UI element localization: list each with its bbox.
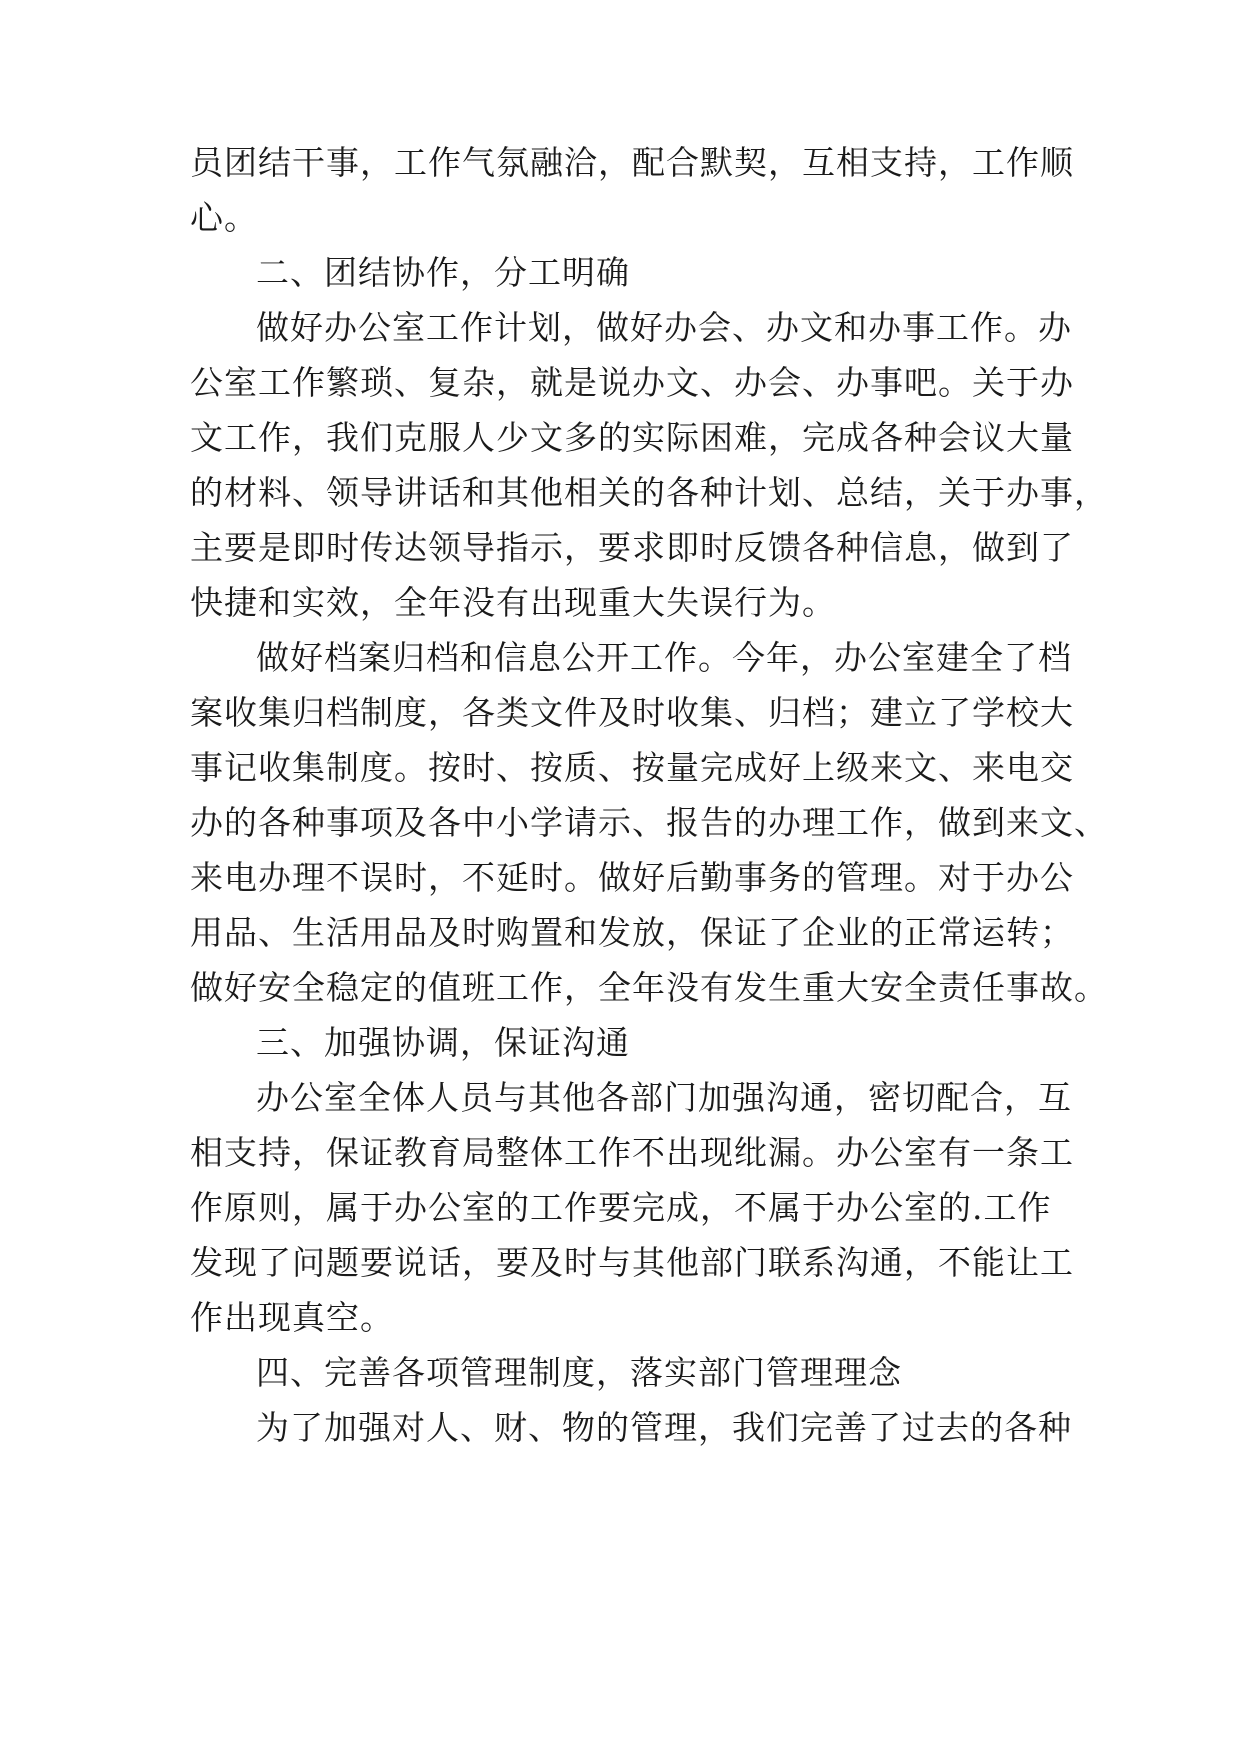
text-line: 心。 bbox=[190, 198, 258, 237]
text-line: 做好档案归档和信息公开工作。今年，办公室建全了档 bbox=[256, 638, 1072, 677]
text-line: 做好安全稳定的值班工作，全年没有发生重大安全责任事故。 bbox=[190, 968, 1108, 1007]
text-line: 发现了问题要说话，要及时与其他部门联系沟通，不能让工 bbox=[190, 1243, 1074, 1282]
text-line: 事记收集制度。按时、按质、按量完成好上级来文、来电交 bbox=[190, 748, 1074, 787]
text-line: 作出现真空。 bbox=[190, 1298, 394, 1337]
text-line: 相支持，保证教育局整体工作不出现纰漏。办公室有一条工 bbox=[190, 1133, 1074, 1172]
section-heading: 二、团结协作，分工明确 bbox=[256, 253, 630, 292]
text-line: 员团结干事，工作气氛融洽，配合默契，互相支持，工作顺 bbox=[190, 143, 1074, 182]
section-heading: 四、完善各项管理制度，落实部门管理理念 bbox=[256, 1353, 902, 1392]
text-line: 为了加强对人、财、物的管理，我们完善了过去的各种 bbox=[256, 1408, 1072, 1447]
text-line: 案收集归档制度，各类文件及时收集、归档；建立了学校大 bbox=[190, 693, 1074, 732]
text-line: 的材料、领导讲话和其他相关的各种计划、总结，关于办事， bbox=[190, 473, 1108, 512]
text-line: 用品、生活用品及时购置和发放，保证了企业的正常运转； bbox=[190, 913, 1074, 952]
text-line: 文工作，我们克服人少文多的实际困难，完成各种会议大量 bbox=[190, 418, 1074, 457]
text-line: 主要是即时传达领导指示，要求即时反馈各种信息，做到了 bbox=[190, 528, 1074, 567]
text-line: 来电办理不误时，不延时。做好后勤事务的管理。对于办公 bbox=[190, 858, 1074, 897]
section-heading: 三、加强协调，保证沟通 bbox=[256, 1023, 630, 1062]
text-line: 快捷和实效，全年没有出现重大失误行为。 bbox=[190, 583, 836, 622]
text-line: 办的各种事项及各中小学请示、报告的办理工作，做到来文、 bbox=[190, 803, 1108, 842]
text-line: 公室工作繁琐、复杂，就是说办文、办会、办事吧。关于办 bbox=[190, 363, 1074, 402]
text-line: 办公室全体人员与其他各部门加强沟通，密切配合，互 bbox=[256, 1078, 1072, 1117]
text-line: 作原则，属于办公室的工作要完成，不属于办公室的.工作 bbox=[190, 1188, 1052, 1227]
text-line: 做好办公室工作计划，做好办会、办文和办事工作。办 bbox=[256, 308, 1072, 347]
